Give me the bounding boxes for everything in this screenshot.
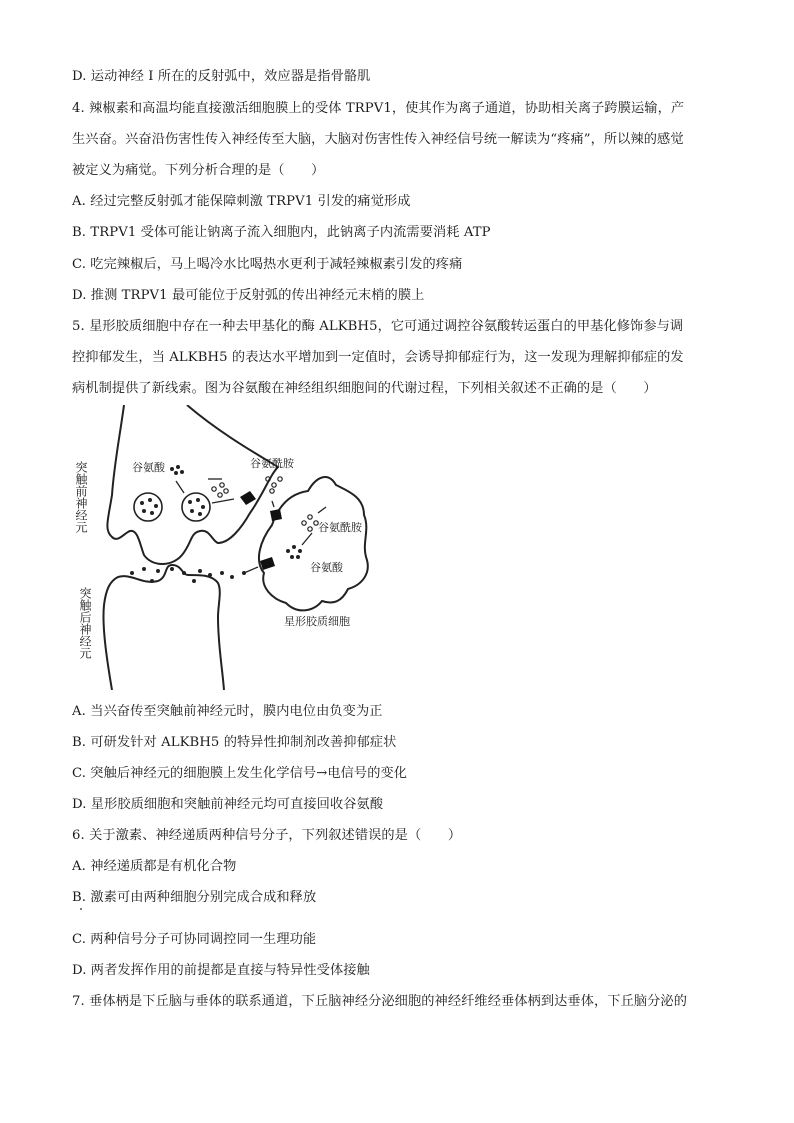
postsynaptic-membrane: [103, 565, 224, 690]
glutamate-label-astrocyte: 谷氨酸: [310, 561, 343, 574]
q5-option-d: D. 星形胶质细胞和突触前神经元均可直接回收谷氨酸: [72, 797, 384, 812]
synapse-diagram: [72, 405, 372, 690]
q6-option-c: C. 两种信号分子可协同调控同一生理功能: [72, 932, 317, 947]
q3-option-d: D. 运动神经 I 所在的反射弧中，效应器是指骨骼肌: [72, 69, 371, 84]
q5-stem-line2: 控抑郁发生，当 ALKBH5 的表达水平增加到一定值时，会诱导抑郁症行为，这一发现为理解抑郁症的发: [72, 350, 684, 365]
q7-stem-line1: 7. 垂体柄是下丘脑与垂体的联系通道，下丘脑神经分泌细胞的神经纤维经垂体柄到达垂体，下丘脑分泌的: [72, 994, 688, 1009]
presynaptic-membrane: [107, 405, 278, 564]
q6-option-b: B. 激素可由两种细胞分别完成合成和释放: [72, 890, 317, 905]
q5-stem-line1: 5. 星形胶质细胞中存在一种去甲基化的酶 ALKBH5，它可通过调控谷氨酸转运蛋白的甲基化修饰参与调: [72, 319, 684, 334]
q4-stem-line3: 被定义为痛觉。下列分析合理的是（ ）: [72, 163, 325, 178]
q5-stem-line3: 病机制提供了新线索。图为谷氨酸在神经组织细胞间的代谢过程，下列相关叙述不正确的是（ ）: [72, 381, 657, 396]
glutamine-label-astrocyte: 谷氨酰胺: [318, 521, 362, 534]
presynaptic-neuron-label: 突触前神经元: [74, 461, 88, 533]
stray-dot: [80, 908, 82, 910]
q4-stem-line1: 4. 辣椒素和高温均能直接激活细胞膜上的受体 TRPV1，使其作为离子通道，协助相关离子跨膜运输，产: [72, 101, 685, 116]
q6-option-a: A. 神经递质都是有机化合物: [72, 859, 237, 874]
glutamine-label-cleft: 谷氨酰胺: [250, 457, 294, 470]
q4-option-d: D. 推测 TRPV1 最可能位于反射弧的传出神经元末梢的膜上: [72, 288, 425, 303]
q5-option-c: C. 突触后神经元的细胞膜上发生化学信号→电信号的变化: [72, 766, 408, 781]
q4-option-c: C. 吃完辣椒后，马上喝冷水比喝热水更利于减轻辣椒素引发的疼痛: [72, 257, 463, 272]
q5-option-b: B. 可研发针对 ALKBH5 的特异性抑制剂改善抑郁症状: [72, 735, 397, 750]
glutamate-label-presynaptic: 谷氨酸: [132, 461, 165, 474]
postsynaptic-neuron-label: 突触后神经元: [78, 587, 92, 659]
astrocyte-label: 星形胶质细胞: [284, 615, 350, 628]
q6-option-d: D. 两者发挥作用的前提都是直接与特异性受体接触: [72, 963, 370, 978]
q4-option-b: B. TRPV1 受体可能让钠离子流入细胞内，此钠离子内流需要消耗 ATP: [72, 225, 491, 240]
q5-option-a: A. 当兴奋传至突触前神经元时，膜内电位由负变为正: [72, 704, 383, 719]
astrocyte-membrane: [259, 477, 368, 610]
q4-option-a: A. 经过完整反射弧才能保障刺激 TRPV1 引发的痛觉形成: [72, 194, 411, 209]
q6-stem: 6. 关于激素、神经递质两种信号分子，下列叙述错误的是（ ）: [72, 828, 462, 843]
q4-stem-line2: 生兴奋。兴奋沿伤害性传入神经传至大脑，大脑对伤害性传入神经信号统一解读为“疼痛”，所以辣的感觉: [72, 132, 684, 147]
